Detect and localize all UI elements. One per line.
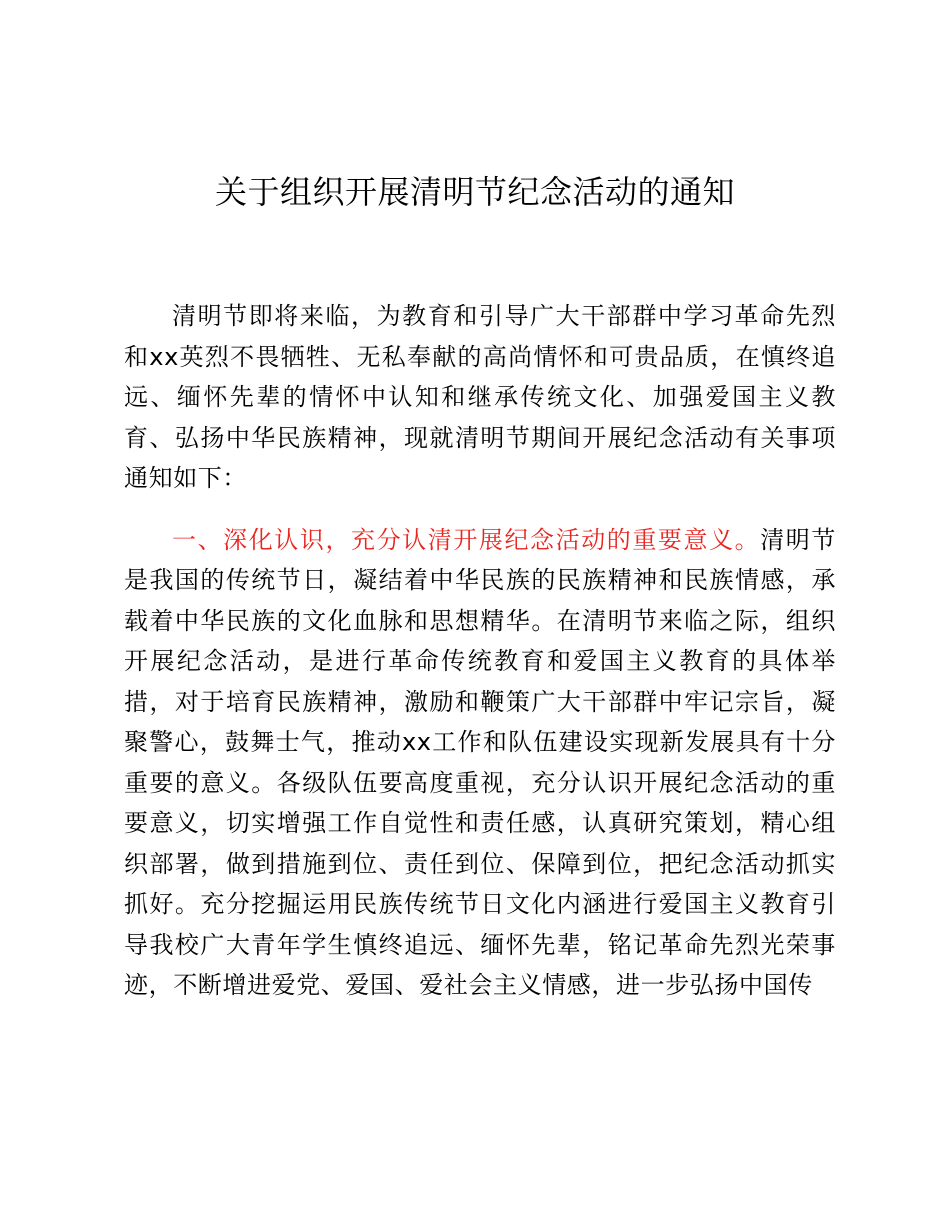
document-body: [124, 296, 836, 1006]
intro-paragraph: [124, 296, 836, 499]
section-one-text: 清明节是我国的传统节日，凝结着中华民族的民族精神和民族情感，承载着中华民族的文化血脉和思想精华。在清明节来临之际，组织开展纪念活动，是进行革命传统教育和爱国主义教育的具体举措，对于培育民族精神，激励和鞭策广大干部群中牢记宗旨，凝聚警心，鼓舞士气，推动xx工作和队伍建设实现新发展具有十分重要的意义。各级队伍要高度重视，充分认识开展纪念活动的重要意义，切实增强工作自觉性和责任感，认真研究策划，精心组织部署，做到措施到位、责任到位、保障到位，把纪念活动抓实抓好。充分挖掘运用民族传统节日文化内涵进行爱国主义教育引导我校广大青年学生慎终追远、缅怀先辈，铭记革命先烈光荣事迹，不断增进爱党、爱国、爱社会主义情感，进一步弘扬中国传: [124, 525, 836, 999]
section-one-paragraph: [124, 520, 836, 1006]
section-one-heading: 一、深化认识，充分认清开展纪念活动的重要意义。: [172, 525, 761, 554]
intro-paragraph-text: 清明节即将来临，为教育和引导广大干部群中学习革命先烈和xx英烈不畏牺牲、无私奉献的高尚情怀和可贵品质，在慎终追远、缅怀先辈的情怀中认知和继承传统文化、加强爱国主义教育、弘扬中华民族精神，现就清明节期间开展纪念活动有关事项通知如下：: [124, 302, 836, 492]
document-title: 关于组织开展清明节纪念活动的通知: [214, 173, 735, 211]
